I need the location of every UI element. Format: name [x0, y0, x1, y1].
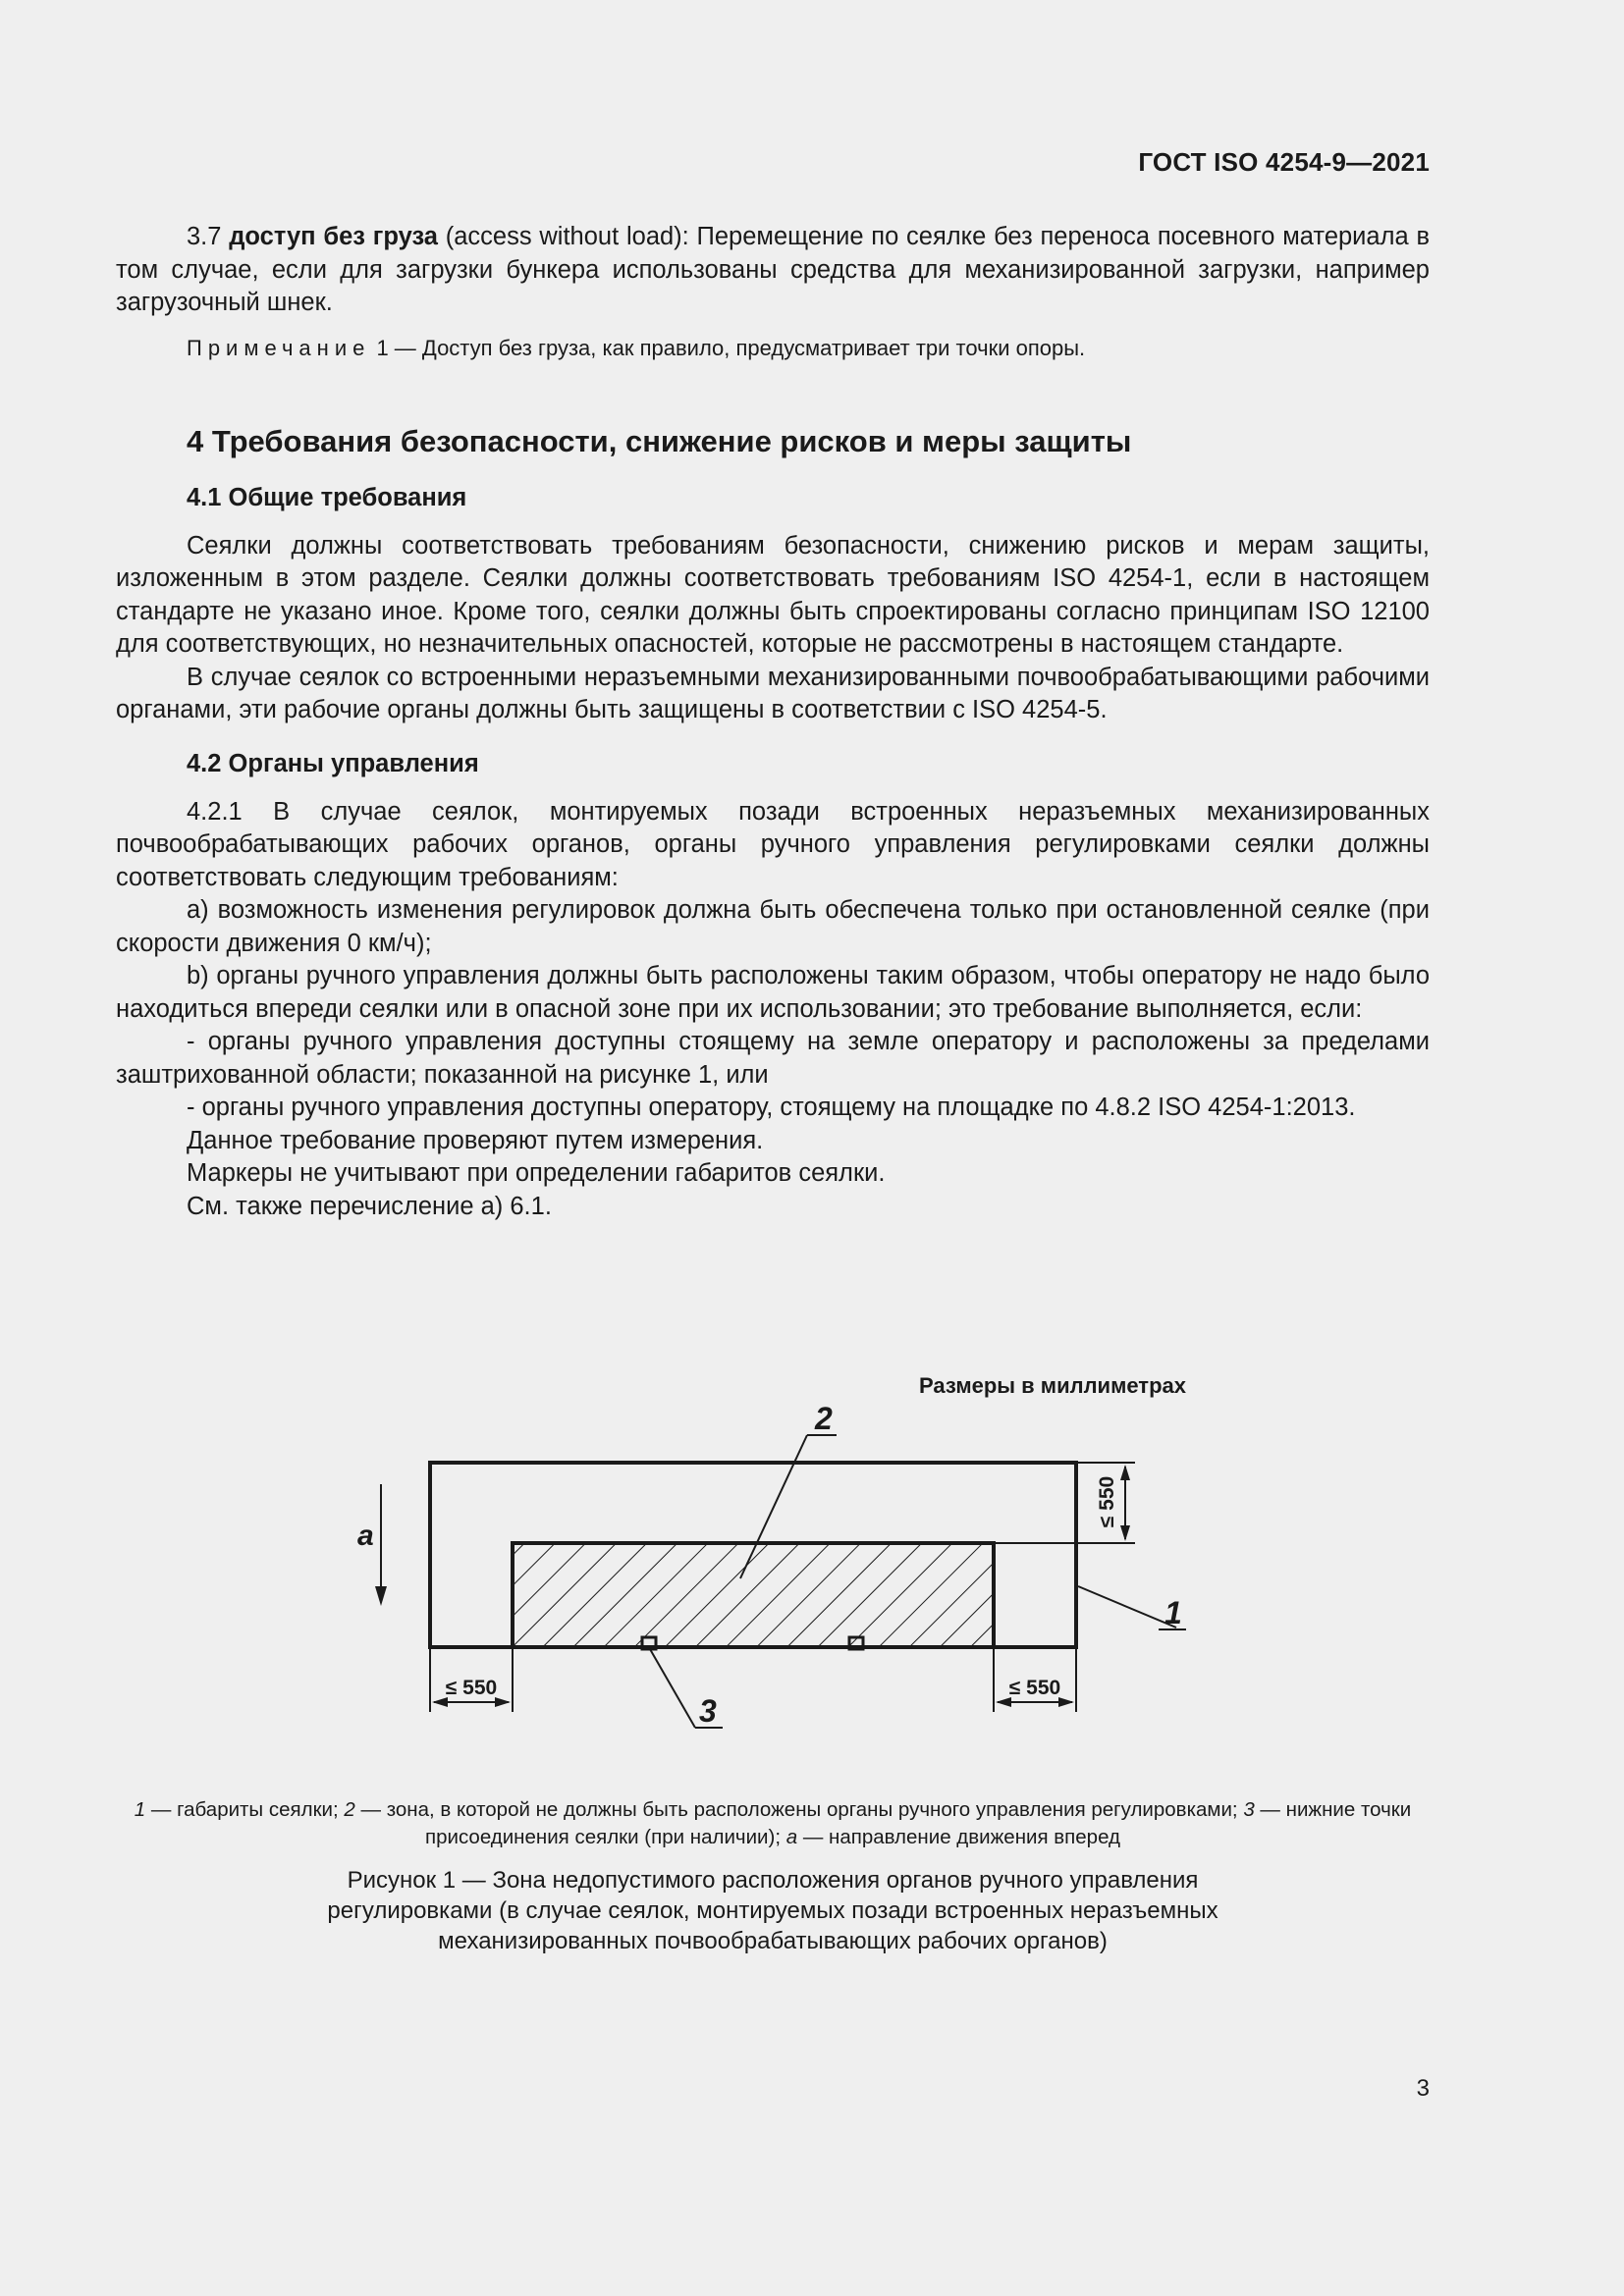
- clause-3-7: [116, 221, 1430, 320]
- main-text: [116, 221, 1430, 1223]
- legend-key: a: [785, 1826, 798, 1848]
- page-number: 3: [1416, 2075, 1430, 2102]
- clause-number: 3.7: [187, 223, 222, 250]
- section-4-2-title: 4.2 Органы управления: [187, 749, 479, 777]
- paragraph: Данное требование проверяют путем измерения.: [187, 1126, 764, 1154]
- legend-text: — направление движения вперед: [797, 1826, 1120, 1848]
- legend-text: — зона, в которой не должны быть расположены органы ручного управления регулировками;: [354, 1798, 1244, 1821]
- dimension-arrow: [1120, 1465, 1130, 1480]
- label-2: 2: [815, 1401, 833, 1436]
- term-definition: (access without load): Перемещение по сеялке без переноса посевного материала в том случае, если для загрузки бункера использованы средства для механизированной загрузки, например загрузочный шнек.: [116, 223, 1430, 316]
- leader-line-1: [1078, 1586, 1176, 1628]
- caption-line: Рисунок 1 — Зона недопустимого расположения органов ручного управления: [347, 1867, 1199, 1894]
- note-text: 1 — Доступ без груза, как правило, предусматривает три точки опоры.: [370, 335, 1086, 360]
- figure-legend: [116, 1796, 1430, 1851]
- section-4-title: 4 Требования безопасности, снижение рисков и меры защиты: [187, 423, 1132, 458]
- dimension-arrow: [1120, 1525, 1130, 1541]
- list-item: - органы ручного управления доступны оператору, стоящему на площадке по 4.8.2 ISO 4254-1:2013.: [187, 1094, 1356, 1121]
- paragraph: См. также перечисление а) 6.1.: [187, 1192, 552, 1220]
- list-item: a) возможность изменения регулировок должна быть обеспечена только при остановленной сеялке (при скорости движения 0 км/ч);: [116, 896, 1430, 957]
- dimension-arrow: [495, 1697, 511, 1707]
- dimension-top-label: ≤ 550: [1096, 1475, 1118, 1528]
- label-a: a: [357, 1520, 374, 1552]
- section-4-1-title: 4.1 Общие требования: [187, 483, 467, 511]
- note-label: Примечание: [187, 335, 371, 360]
- legend-key: 2: [344, 1798, 355, 1821]
- paragraph: 4.2.1 В случае сеялок, монтируемых позади встроенных неразъемных механизированных почвообрабатывающих рабочих органов, органы ручного управления регулировками сеялки должны соответствовать следующим требованиям:: [116, 797, 1430, 891]
- paragraph: Сеялки должны соответствовать требованиям безопасности, снижению рисков и мерам защиты, изложенным в этом разделе. Сеялки должны соответствовать требованиям ISO 4254-1, если в настоящем стандарте не указано иное. Кроме того, сеялки должны быть спроектированы согласно принципам ISO 12100 для соответствующих, но незначительных опасностей, которые не рассмотрены в настоящем стандарте.: [116, 531, 1430, 658]
- leader-line-3: [650, 1649, 695, 1728]
- figure-1-drawing: [0, 1364, 1624, 1777]
- label-1: 1: [1164, 1595, 1182, 1630]
- paragraph: Маркеры не учитывают при определении габаритов сеялки.: [187, 1159, 886, 1187]
- dimension-left-label: ≤ 550: [445, 1677, 498, 1699]
- figure-1: [0, 1364, 1624, 1777]
- paragraph: В случае сеялок со встроенными неразъемными механизированными почвообрабатывающими рабочими органами, эти рабочие органы должны быть защищены в соответствии с ISO 4254-5.: [116, 663, 1430, 723]
- legend-key: 1: [134, 1798, 146, 1821]
- dimension-right-label: ≤ 550: [1008, 1677, 1061, 1699]
- units-label: Размеры в миллиметрах: [919, 1373, 1186, 1398]
- list-item: b) органы ручного управления должны быть расположены таким образом, чтобы оператору не надо было находиться впереди сеялки или в опасной зоне при их использовании; это требование выполняется, если:: [116, 962, 1430, 1023]
- list-item: - органы ручного управления доступны стоящему на земле оператору и расположены за пределами заштрихованной области; показанной на рисунке 1, или: [116, 1028, 1430, 1089]
- hatched-zone: [513, 1543, 994, 1647]
- caption-line: регулировками (в случае сеялок, монтируемых позади встроенных неразъемных: [327, 1897, 1218, 1924]
- caption-line: механизированных почвообрабатывающих рабочих органов): [438, 1928, 1108, 1954]
- legend-key: 3: [1243, 1798, 1255, 1821]
- document-header: ГОСТ ISO 4254-9—2021: [1138, 147, 1430, 177]
- note-1: [116, 334, 1430, 363]
- legend-text: — габариты сеялки;: [145, 1798, 345, 1821]
- dimension-arrow: [1058, 1697, 1074, 1707]
- legend-text: — нижние точки присоединения сеялки (при наличии);: [424, 1798, 1412, 1848]
- direction-arrow-head: [375, 1586, 387, 1606]
- label-3: 3: [699, 1693, 717, 1729]
- figure-caption: [116, 1865, 1430, 1956]
- term: доступ без груза: [229, 223, 438, 250]
